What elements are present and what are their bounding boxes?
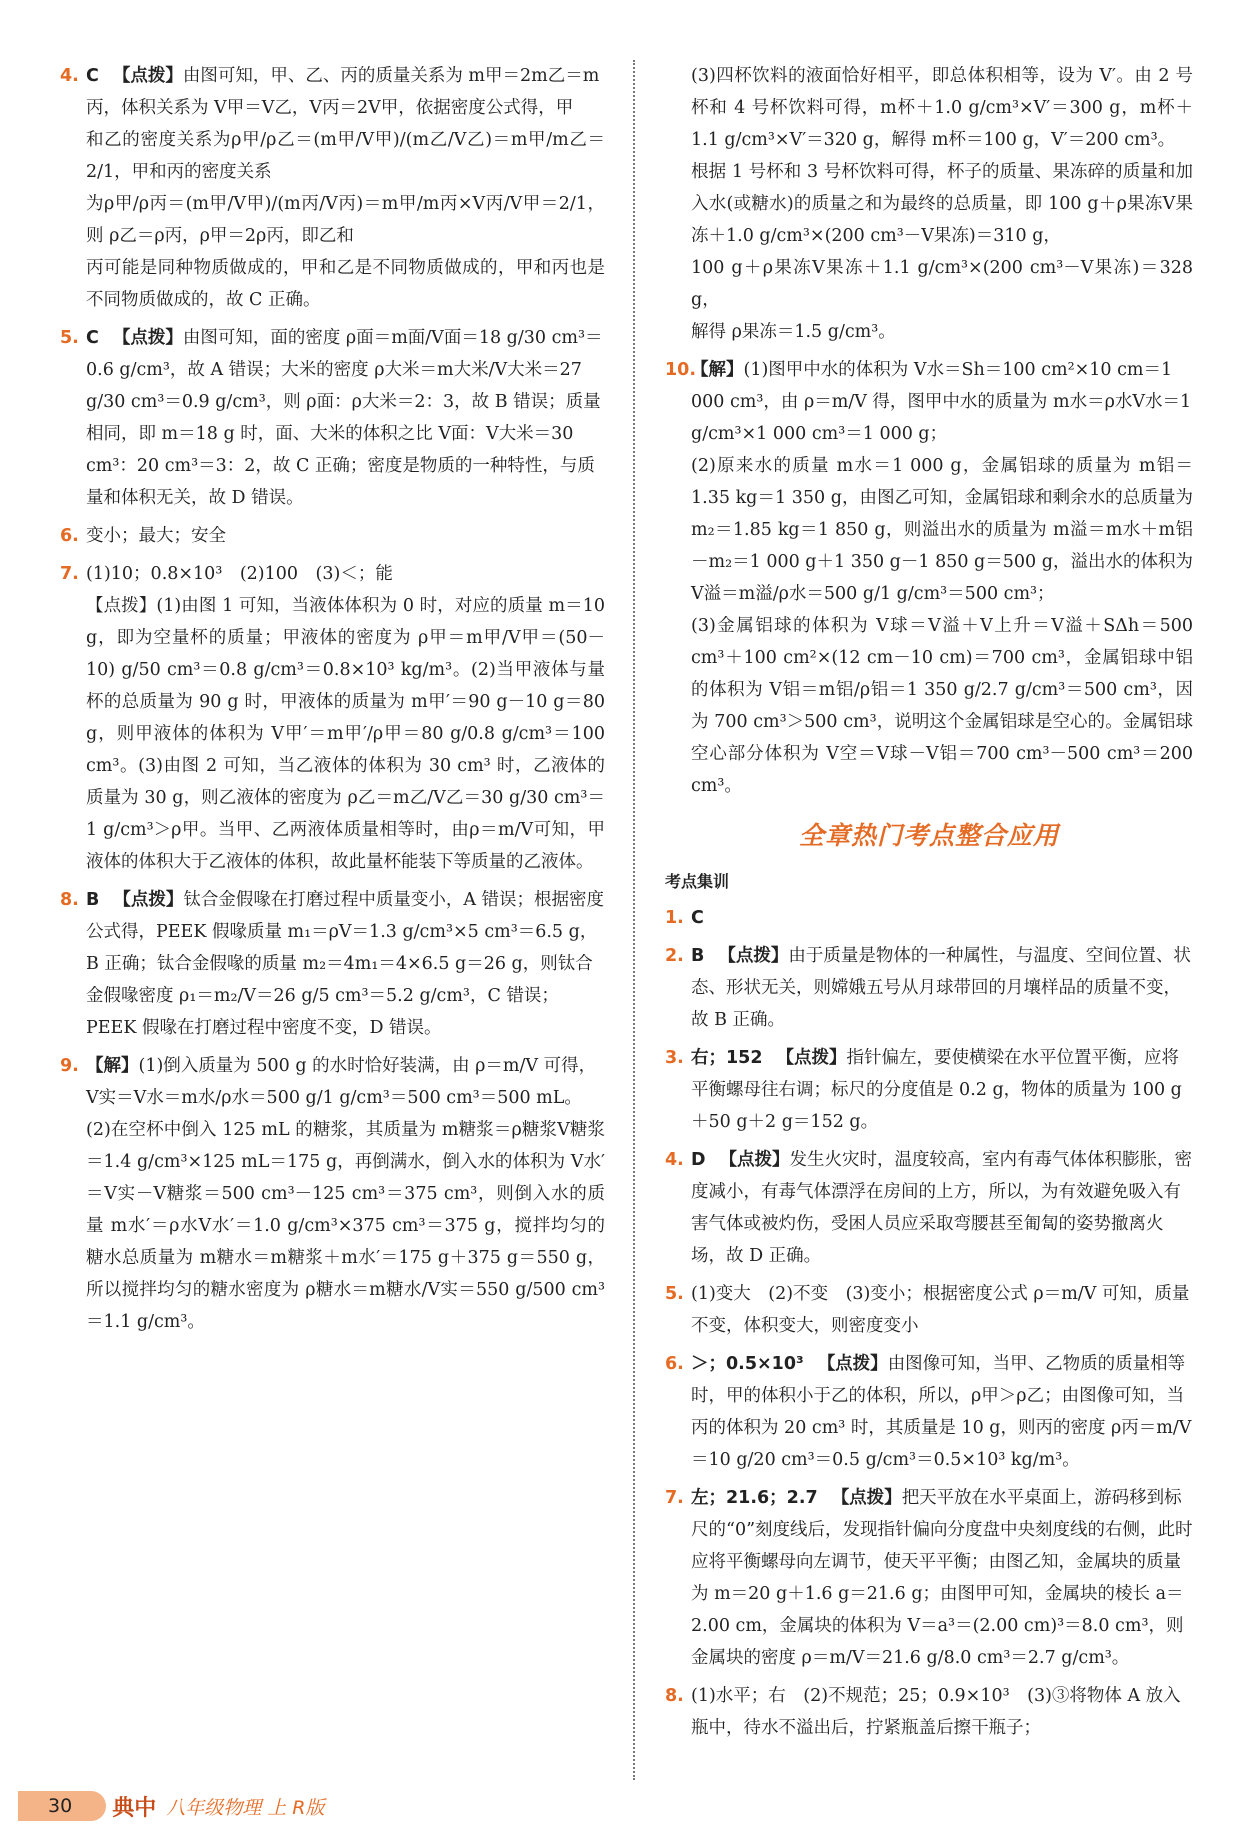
item-tag: 【点拨】 [817, 1354, 888, 1374]
item-text: (1)图甲中水的体积为 V水＝Sh＝100 cm²×10 cm＝1 000 cm³，由 ρ＝m/V 得，图甲中水的质量为 m水＝ρ水V水＝1 g/cm³×1 000 cm³＝1 000 g； [691, 360, 1192, 444]
item-text: 由于质量是物体的一种属性，与温度、空间位置、状态、形状无关，则嫦娥五号从月球带回的月壤样品的质量不变，故 B 正确。 [691, 946, 1191, 1030]
item-number: 3. [665, 1048, 684, 1068]
item-tag: 【解】 [86, 1056, 139, 1076]
page-number: 30 [18, 1791, 106, 1821]
item-tag: 【点拨】 [113, 890, 184, 910]
brand-logo: 典中 [112, 1795, 157, 1821]
practice-item-8 [665, 1680, 1193, 1744]
item-answer: D [691, 1150, 706, 1170]
practice-item-6 [665, 1348, 1193, 1476]
practice-item-2 [665, 940, 1193, 1036]
item-number: 6. [60, 526, 79, 546]
section-title: 全章热门考点整合应用 [798, 821, 1059, 850]
item-tag: 【点拨】 [718, 946, 789, 966]
item-text: 指针偏左，要使横梁在水平位置平衡，应将平衡螺母往右调；标尺的分度值是 0.2 g，物体的质量为 100 g＋50 g＋2 g＝152 g。 [691, 1048, 1182, 1132]
item-text: (2)原来水的质量 m水＝1 000 g，金属铝球的质量为 m铝＝1.35 kg＝1 350 g，由图乙可知，金属铝球和剩余水的总质量为 m₂＝1.85 kg＝1 850 g，则溢出水的质量为 m溢＝m水＋m铝－m₂＝1 000 g＋1 350 g－1 850 g＝500 g，溢出水的体积为 V溢＝m溢/ρ水＝500 g/1 g/cm³＝500 cm³； [691, 456, 1193, 604]
item-text: (2)在空杯中倒入 125 mL 的糖浆，其质量为 m糖浆＝ρ糖浆V糖浆＝1.4 g/cm³×125 mL＝175 g，再倒满水，倒入水的体积为 V水′＝V实－V糖浆＝500 cm³－125 cm³＝375 cm³，则倒入水的质量 m水′＝ρ水V水′＝1.0 g/cm³×375 cm³＝375 g，搅拌均匀的糖水总质量为 m糖水＝m糖浆＋m水′＝175 g＋375 g＝550 g，所以搅拌均匀的糖水密度为 ρ糖水＝m糖水/V实＝550 g/500 cm³＝1.1 g/cm³。 [86, 1120, 605, 1332]
answer-item-10 [665, 354, 1193, 802]
item-tag: 【点拨】 [719, 1150, 790, 1170]
item-text: 100 g＋ρ果冻V果冻＋1.1 g/cm³×(200 cm³－V果冻)＝328 g， [691, 258, 1193, 310]
item-tag: 【点拨】 [831, 1488, 902, 1508]
item-text: 和乙的密度关系为ρ甲/ρ乙＝(m甲/V甲)/(m乙/V乙)＝m甲/m乙＝2/1，甲和丙的密度关系 [86, 130, 605, 182]
item-text: 把天平放在水平桌面上，游码移到标尺的“0”刻度线后，发现指针偏向分度盘中央刻度线的右侧，此时应将平衡螺母向左调节，使天平平衡；由图乙知，金属块的质量为 m＝20 g＋1.6 g＝21.6 g；由图甲可知，金属块的棱长 a＝2.00 cm，金属块的体积为 V＝a³＝(2.00 cm)³＝8.0 cm³，则金属块的密度 ρ＝m/V＝21.6 g/8.0 cm³＝2.7 g/cm³。 [691, 1488, 1193, 1668]
item-tag: 【点拨】 [776, 1048, 847, 1068]
answer-item-9-continued [665, 60, 1193, 348]
answer-item-7 [60, 558, 605, 878]
item-text: 丙可能是同种物质做成的，甲和乙是不同物质做成的，甲和丙也是不同物质做成的，故 C 正确。 [86, 258, 605, 310]
item-text: 变小；最大；安全 [86, 526, 226, 546]
item-tag: 【点拨】 [112, 328, 183, 348]
item-text: (1)变大 (2)不变 (3)变小；根据密度公式 ρ＝m/V 可知，质量不变，体积变大，则密度变小 [691, 1284, 1190, 1336]
answer-item-5 [60, 322, 605, 514]
item-number: 4. [60, 66, 79, 86]
item-answer: B [86, 890, 100, 910]
item-text: (3)四杯饮料的液面恰好相平，即总体积相等，设为 V′。由 2 号杯和 4 号杯饮料可得，m杯＋1.0 g/cm³×V′＝300 g，m杯＋1.1 g/cm³×V′＝320 g，解得 m杯＝100 g，V′＝200 cm³。 [691, 66, 1193, 150]
answer-item-8 [60, 884, 605, 1044]
item-number: 7. [665, 1488, 684, 1508]
item-number: 4. [665, 1150, 684, 1170]
item-text: 由图像可知，当甲、乙物质的质量相等时，甲的体积小于乙的体积，所以，ρ甲＞ρ乙；由图像可知，当丙的体积为 20 cm³ 时，其质量是 10 g，则丙的密度 ρ丙＝m/V＝10 g/20 cm³＝0.5 g/cm³＝0.5×10³ kg/m³。 [691, 1354, 1192, 1470]
item-text: 由图可知，面的密度 ρ面＝m面/V面＝18 g/30 cm³＝0.6 g/cm³，故 A 错误；大米的密度 ρ大米＝m大米/V大米＝27 g/30 cm³＝0.9 g/cm³，则 ρ面：ρ大米＝2：3，故 B 错误；质量相同，即 m＝18 g 时，面、大米的体积之比 V面：V大米＝30 cm³：20 cm³＝3：2，故 C 正确；密度是物质的一种特性，与质量和体积无关，故 D 错误。 [86, 328, 603, 508]
item-tag: 【点拨】 [112, 66, 183, 86]
item-number: 6. [665, 1354, 684, 1374]
spacer [665, 60, 691, 348]
item-answer: C [86, 328, 99, 348]
item-number: 10. [665, 360, 697, 380]
practice-item-5 [665, 1278, 1193, 1342]
page-footer [18, 1786, 324, 1826]
practice-item-3 [665, 1042, 1193, 1138]
item-text: 为ρ甲/ρ丙＝(m甲/V甲)/(m丙/V丙)＝m甲/m丙×V丙/V甲＝2/1，则 ρ乙＝ρ丙，ρ甲＝2ρ丙，即乙和 [86, 194, 605, 246]
section-subhead: 考点集训 [665, 872, 730, 891]
answer-item-9 [60, 1050, 605, 1338]
column-divider [633, 60, 635, 1780]
item-text: 发生火灾时，温度较高，室内有毒气体体积膨胀，密度减小，有毒气体漂浮在房间的上方，所以，为有效避免吸入有害气体或被灼伤，受困人员应采取弯腰甚至匍匐的姿势撤离火场，故 D 正确。 [691, 1150, 1193, 1266]
item-text: (1)倒入质量为 500 g 的水时恰好装满，由 ρ＝m/V 可得，V实＝V水＝m水/ρ水＝500 g/1 g/cm³＝500 cm³＝500 mL。 [86, 1056, 597, 1108]
item-number: 7. [60, 564, 79, 584]
item-text: (3)金属铝球的体积为 V球＝V溢＋V上升＝V溢＋SΔh＝500 cm³＋100 cm²×(12 cm－10 cm)＝700 cm³，金属铝球中铝的体积为 V铝＝m铝/ρ铝＝1 350 g/2.7 g/cm³＝500 cm³，因为 700 cm³＞500 cm³，说明这个金属铝球是空心的。金属铝球空心部分体积为 V空＝V球－V铝＝700 cm³－500 cm³＝200 cm³。 [691, 616, 1193, 796]
item-text: 解得 ρ果冻＝1.5 g/cm³。 [691, 322, 896, 342]
item-number: 9. [60, 1056, 79, 1076]
item-number: 5. [665, 1284, 684, 1304]
item-number: 8. [60, 890, 79, 910]
item-answer: ＞；0.5×10³ [691, 1354, 804, 1374]
answer-item-4 [60, 60, 605, 316]
item-number: 8. [665, 1686, 684, 1706]
book-title: 八年级物理 上 R版 [166, 1796, 325, 1819]
item-number: 5. [60, 328, 79, 348]
left-column [60, 60, 605, 1344]
item-tag: 【解】 [691, 360, 744, 380]
item-answer: C [86, 66, 99, 86]
item-answer: 左；21.6；2.7 [691, 1488, 818, 1508]
practice-item-1 [665, 902, 1193, 934]
item-number: 2. [665, 946, 684, 966]
item-text: (1)10；0.8×10³ (2)100 (3)＜；能 [86, 564, 393, 584]
item-text: 由图可知，甲、乙、丙的质量关系为 m甲＝2m乙＝m丙，体积关系为 V甲＝V乙，V丙＝2V甲，依据密度公式得，甲 [86, 66, 600, 118]
item-number: 1. [665, 908, 684, 928]
practice-item-7 [665, 1482, 1193, 1674]
item-text: 钛合金假喙在打磨过程中质量变小，A 错误；根据密度公式得，PEEK 假喙质量 m₁＝ρV＝1.3 g/cm³×5 cm³＝6.5 g，B 正确；钛合金假喙的质量 m₂＝4m₁＝4×6.5 g＝26 g，则钛合金假喙密度 ρ₁＝m₂/V＝26 g/5 cm³＝5.2 g/cm³，C 错误；PEEK 假喙在打磨过程中密度不变，D 错误。 [86, 890, 605, 1038]
item-text: (1)水平；右 (2)不规范；25；0.9×10³ (3)③将物体 A 放入瓶中，待水不溢出后，拧紧瓶盖后擦干瓶子； [691, 1686, 1181, 1738]
item-answer: B [691, 946, 705, 966]
right-column [665, 60, 1193, 1750]
practice-item-4 [665, 1144, 1193, 1272]
item-text: 【点拨】(1)由图 1 可知，当液体体积为 0 时，对应的质量 m＝10 g，即为空量杯的质量；甲液体的密度为 ρ甲＝m甲/V甲＝(50－10) g/50 cm³＝0.8 g/cm³＝0.8×10³ kg/m³。(2)当甲液体与量杯的总质量为 90 g 时，甲液体的质量为 m甲′＝90 g－10 g＝80 g，则甲液体的体积为 V甲′＝m甲′/ρ甲＝80 g/0.8 g/cm³＝100 cm³。(3)由图 2 可知，当乙液体的体积为 30 cm³ 时，乙液体的质量为 30 g，则乙液体的密度为 ρ乙＝m乙/V乙＝30 g/30 cm³＝1 g/cm³＞ρ甲。当甲、乙两液体质量相等时，由ρ＝m/V可知，甲液体的体积大于乙液体的体积，故此量杯能装下等质量的乙液体。 [86, 596, 605, 872]
item-answer: C [691, 908, 704, 928]
item-answer: 右；152 [691, 1048, 763, 1068]
answer-item-6 [60, 520, 605, 552]
item-text: 根据 1 号杯和 3 号杯饮料可得，杯子的质量、果冻碎的质量和加入水(或糖水)的质量之和为最终的总质量，即 100 g＋ρ果冻V果冻＋1.0 g/cm³×(200 cm³－V果冻)＝310 g， [691, 162, 1193, 246]
